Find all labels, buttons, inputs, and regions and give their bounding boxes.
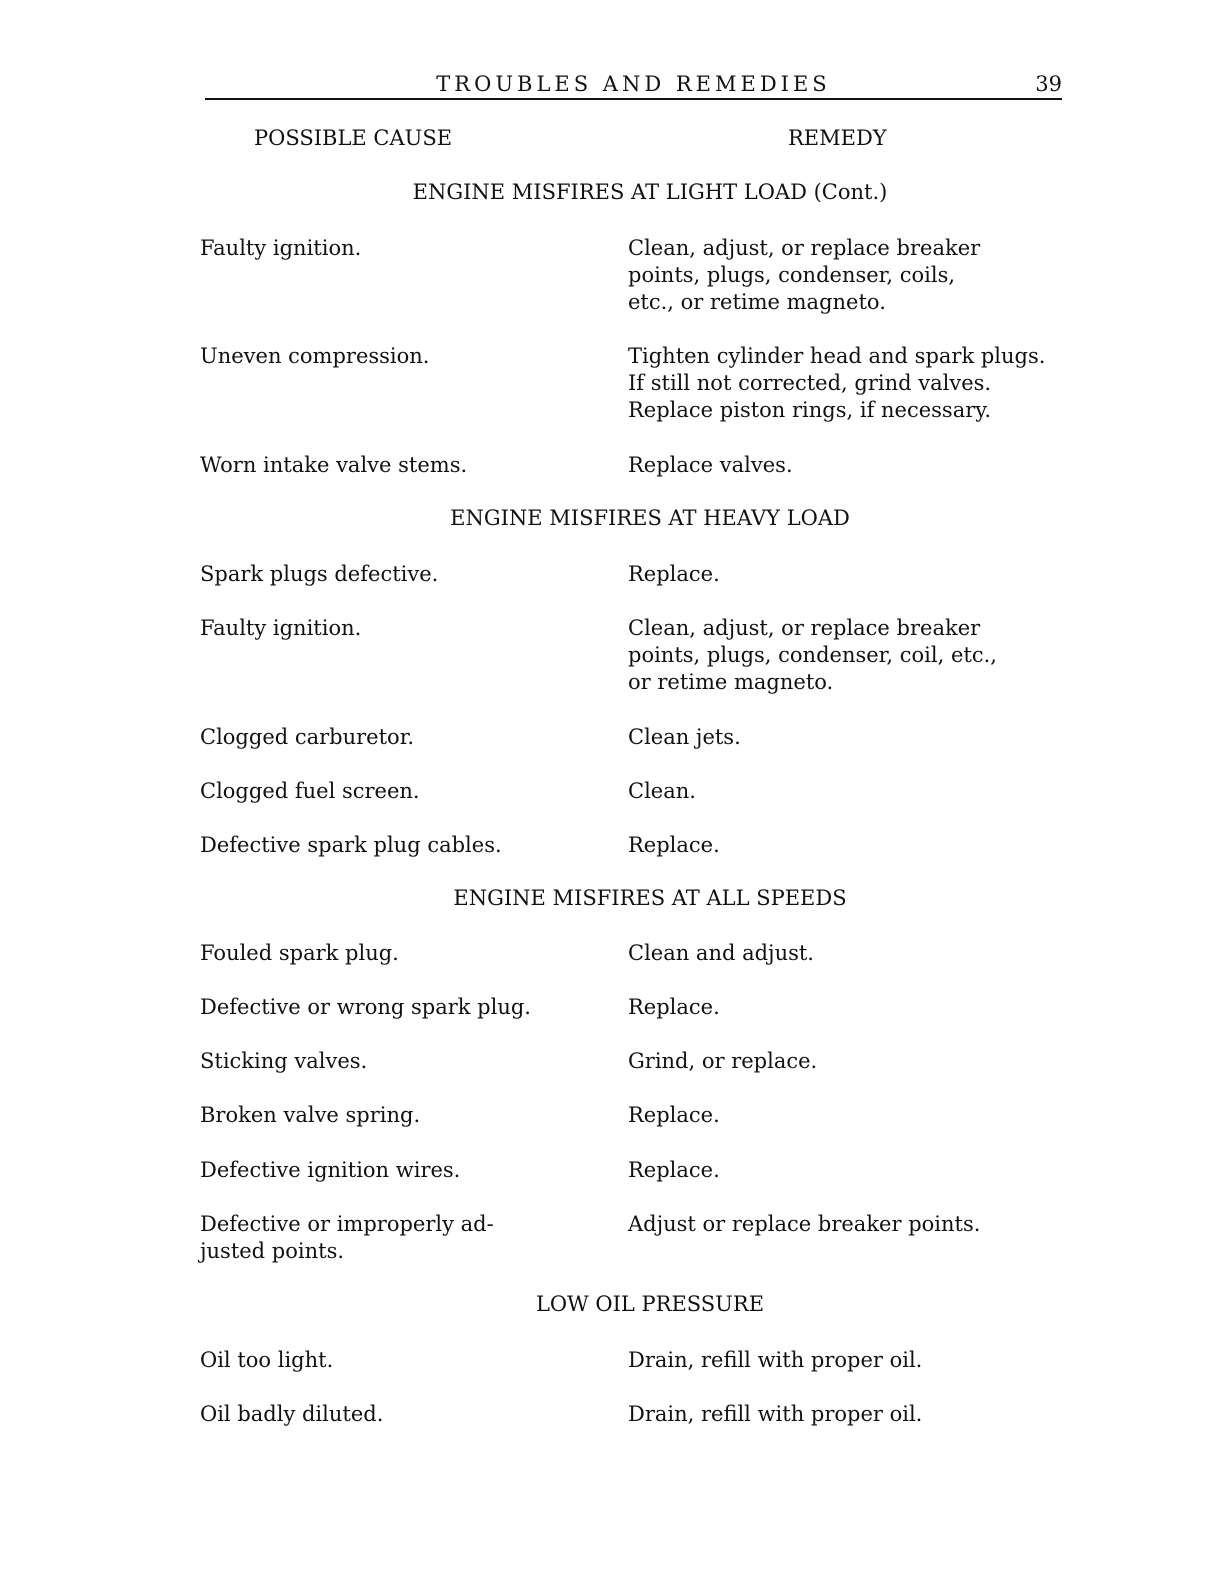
cause-text: Faulty ignition. bbox=[200, 236, 362, 260]
remedy-text: Replace. bbox=[628, 833, 720, 857]
remedy-text: Replace. bbox=[628, 562, 720, 586]
section-title: ENGINE MISFIRES AT HEAVY LOAD bbox=[450, 506, 850, 530]
cause-text: Defective ignition wires. bbox=[200, 1158, 461, 1182]
running-title: TROUBLES AND REMEDIES bbox=[436, 72, 831, 96]
cause-text: Clogged carburetor. bbox=[200, 725, 415, 749]
remedy-text: Clean. bbox=[628, 779, 696, 803]
cause-text: Spark plugs defective. bbox=[200, 562, 439, 586]
remedy-text: Replace. bbox=[628, 1103, 720, 1127]
column-header-cause: POSSIBLE CAUSE bbox=[254, 126, 453, 150]
cause-text: Faulty ignition. bbox=[200, 616, 362, 640]
cause-text: Worn intake valve stems. bbox=[200, 453, 468, 477]
cause-text: Defective or improperly ad- justed points. bbox=[200, 1212, 494, 1263]
section-title: ENGINE MISFIRES AT LIGHT LOAD (Cont.) bbox=[412, 180, 888, 204]
cause-text: Clogged fuel screen. bbox=[200, 779, 420, 803]
remedy-text: Replace valves. bbox=[628, 453, 793, 477]
remedy-text: Replace. bbox=[628, 995, 720, 1019]
remedy-text: Drain, refill with proper oil. bbox=[628, 1402, 923, 1426]
remedy-text: Clean jets. bbox=[628, 725, 741, 749]
cause-text: Uneven compression. bbox=[200, 344, 430, 368]
remedy-text: Grind, or replace. bbox=[628, 1049, 818, 1073]
column-header-remedy: REMEDY bbox=[788, 126, 887, 150]
cause-text: Broken valve spring. bbox=[200, 1103, 421, 1127]
remedy-text: Drain, refill with proper oil. bbox=[628, 1348, 923, 1372]
page-header bbox=[205, 70, 1062, 100]
remedy-text: Clean and adjust. bbox=[628, 941, 814, 965]
remedy-text: Clean, adjust, or replace breaker points, plugs, condenser, coil, etc., or retime magneto. bbox=[628, 616, 997, 694]
cause-text: Defective spark plug cables. bbox=[200, 833, 502, 857]
section-title: ENGINE MISFIRES AT ALL SPEEDS bbox=[453, 886, 847, 910]
remedy-text: Tighten cylinder head and spark plugs. If still not corrected, grind valves. Replace piston rings, if necessary. bbox=[628, 344, 1046, 422]
page-number: 39 bbox=[1035, 72, 1062, 96]
section-title: LOW OIL PRESSURE bbox=[535, 1292, 765, 1316]
remedy-text: Replace. bbox=[628, 1158, 720, 1182]
cause-text: Oil too light. bbox=[200, 1348, 334, 1372]
remedy-text: Adjust or replace breaker points. bbox=[628, 1212, 981, 1236]
cause-text: Fouled spark plug. bbox=[200, 941, 399, 965]
cause-text: Oil badly diluted. bbox=[200, 1402, 384, 1426]
remedy-text: Clean, adjust, or replace breaker points, plugs, condenser, coils, etc., or retime magneto. bbox=[628, 236, 981, 314]
cause-text: Defective or wrong spark plug. bbox=[200, 995, 531, 1019]
cause-text: Sticking valves. bbox=[200, 1049, 368, 1073]
